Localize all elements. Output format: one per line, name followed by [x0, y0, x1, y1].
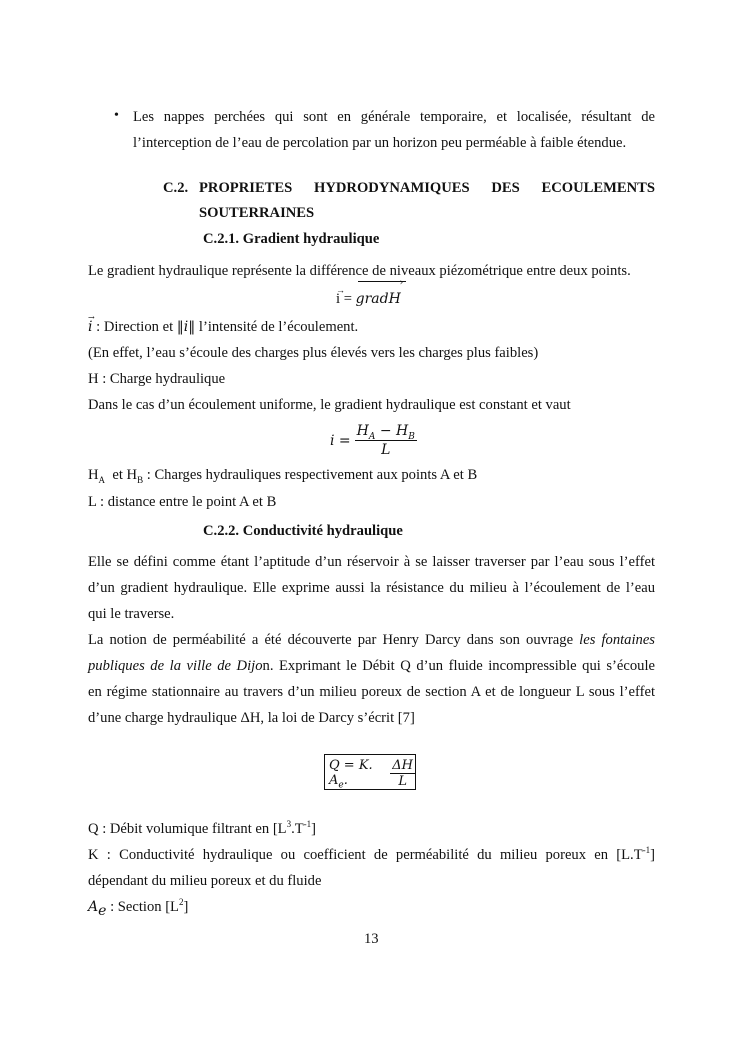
page-number: 13	[364, 931, 379, 947]
book-title-part1: les fontaines	[579, 632, 655, 648]
conductivity-p1-line2: d’un gradient hydraulique. Elle exprime aussi la résistance du milieu à l’écoulement de l’eau	[88, 580, 655, 596]
def-h: H : Charge hydraulique	[88, 371, 226, 387]
subsection-title-gradient: C.2.1. Gradient hydraulique	[203, 231, 380, 247]
def-i	[88, 313, 359, 336]
vector-arrow-icon: →	[336, 285, 345, 295]
def-ae: $A_e$ : Section $[L^2]$	[88, 897, 189, 919]
darcy-numerator: ΔH	[392, 757, 413, 773]
eq-equals: =	[343, 291, 352, 307]
eq2-fraction	[355, 422, 417, 459]
darcy-p2-line3: en régime stationnaire au travers d’un milieu poreux de section A et de longueur L sous l’effet	[88, 684, 655, 700]
grad-arrow-icon: ›	[399, 278, 404, 288]
def-l: L : distance entre le point A et B	[88, 494, 277, 510]
conductivity-p1-line3: qui le traverse.	[88, 606, 175, 622]
darcy-law-equation: Q = K. $A_e$. $\frac{\Delta H}{L}$	[329, 757, 413, 791]
darcy-fraction	[390, 758, 415, 789]
eq2-numerator: $H_A - H_B$	[356, 423, 415, 442]
grad-overline	[358, 281, 406, 282]
darcy-lhs: Q = K. A	[329, 758, 373, 788]
def-i-norm: ‖i‖	[176, 319, 196, 335]
def-ae-symbol: A	[88, 899, 99, 915]
gradient-equation	[336, 278, 404, 308]
flow-note: (En effet, l’eau s’écoule des charges plus élevés vers les charges plus faibles)	[88, 345, 539, 361]
darcy-p2-line4: d’une charge hydraulique ΔH, la loi de Darcy s’écrit [7]	[88, 710, 415, 726]
subsection-title-conductivity: C.2.2. Conductivité hydraulique	[203, 523, 403, 539]
eq-grad-h: gradH	[355, 291, 401, 307]
def-i-symbol: i	[88, 319, 93, 335]
section-number: C.2.	[163, 180, 189, 196]
book-title-part2: publiques de la ville de Dijo	[88, 658, 263, 674]
darcy-denominator: L	[398, 773, 407, 789]
def-k-line1: K : Conductivité hydraulique ou coefficient de perméabilité du milieu poreux en $[L.T^{-1}]$	[88, 845, 655, 863]
bullet-marker: •	[114, 108, 119, 123]
bullet-text-line1: Les nappes perchées qui sont en générale temporaire, et localisée, résultant de	[133, 109, 655, 125]
eq-i-symbol: i	[336, 291, 341, 307]
def-k-line2: dépendant du milieu poreux et du fluide	[88, 873, 322, 889]
darcy-p2-line2: publiques de la ville de Dijon. Exprimant le Débit Q d’un fluide incompressible qui s’écoule	[88, 658, 655, 674]
vector-arrow-icon: →	[88, 313, 95, 322]
gradient-intro: Le gradient hydraulique représente la différence de niveaux piézométrique entre deux points.	[88, 263, 631, 279]
def-q: Q : Débit volumique filtrant en $[L^3.T^{-1}]$	[88, 819, 317, 837]
eq2-lhs: i =	[330, 432, 351, 449]
def-i-text1: : Direction et	[92, 319, 177, 335]
bullet-text-line2: l’interception de l’eau de percolation par un horizon peu perméable à faible étendue.	[133, 135, 627, 151]
darcy-p2-line1: La notion de perméabilité a été découverte par Henry Darcy dans son ouvrage les fontaines	[88, 632, 655, 648]
section-title-line2: SOUTERRAINES	[199, 205, 315, 221]
section-title-line1: PROPRIETES HYDRODYNAMIQUES DES ECOULEMENTS	[199, 180, 655, 196]
def-ha-hb: $H_A$ et $H_B$ : Charges hydrauliques respectivement aux points A et B	[88, 467, 478, 485]
gradient-fraction-equation	[330, 422, 417, 459]
def-i-text2: l’intensité de l’écoulement.	[195, 319, 359, 335]
darcy-law-box	[324, 754, 416, 790]
conductivity-p1-line1: Elle se défini comme étant l’aptitude d’un réservoir à se laisser traverser par l’eau sous l’effet	[88, 554, 655, 570]
uniform-flow-text: Dans le cas d’un écoulement uniforme, le gradient hydraulique est constant et vaut	[88, 397, 571, 413]
eq2-denominator: L	[381, 442, 391, 458]
